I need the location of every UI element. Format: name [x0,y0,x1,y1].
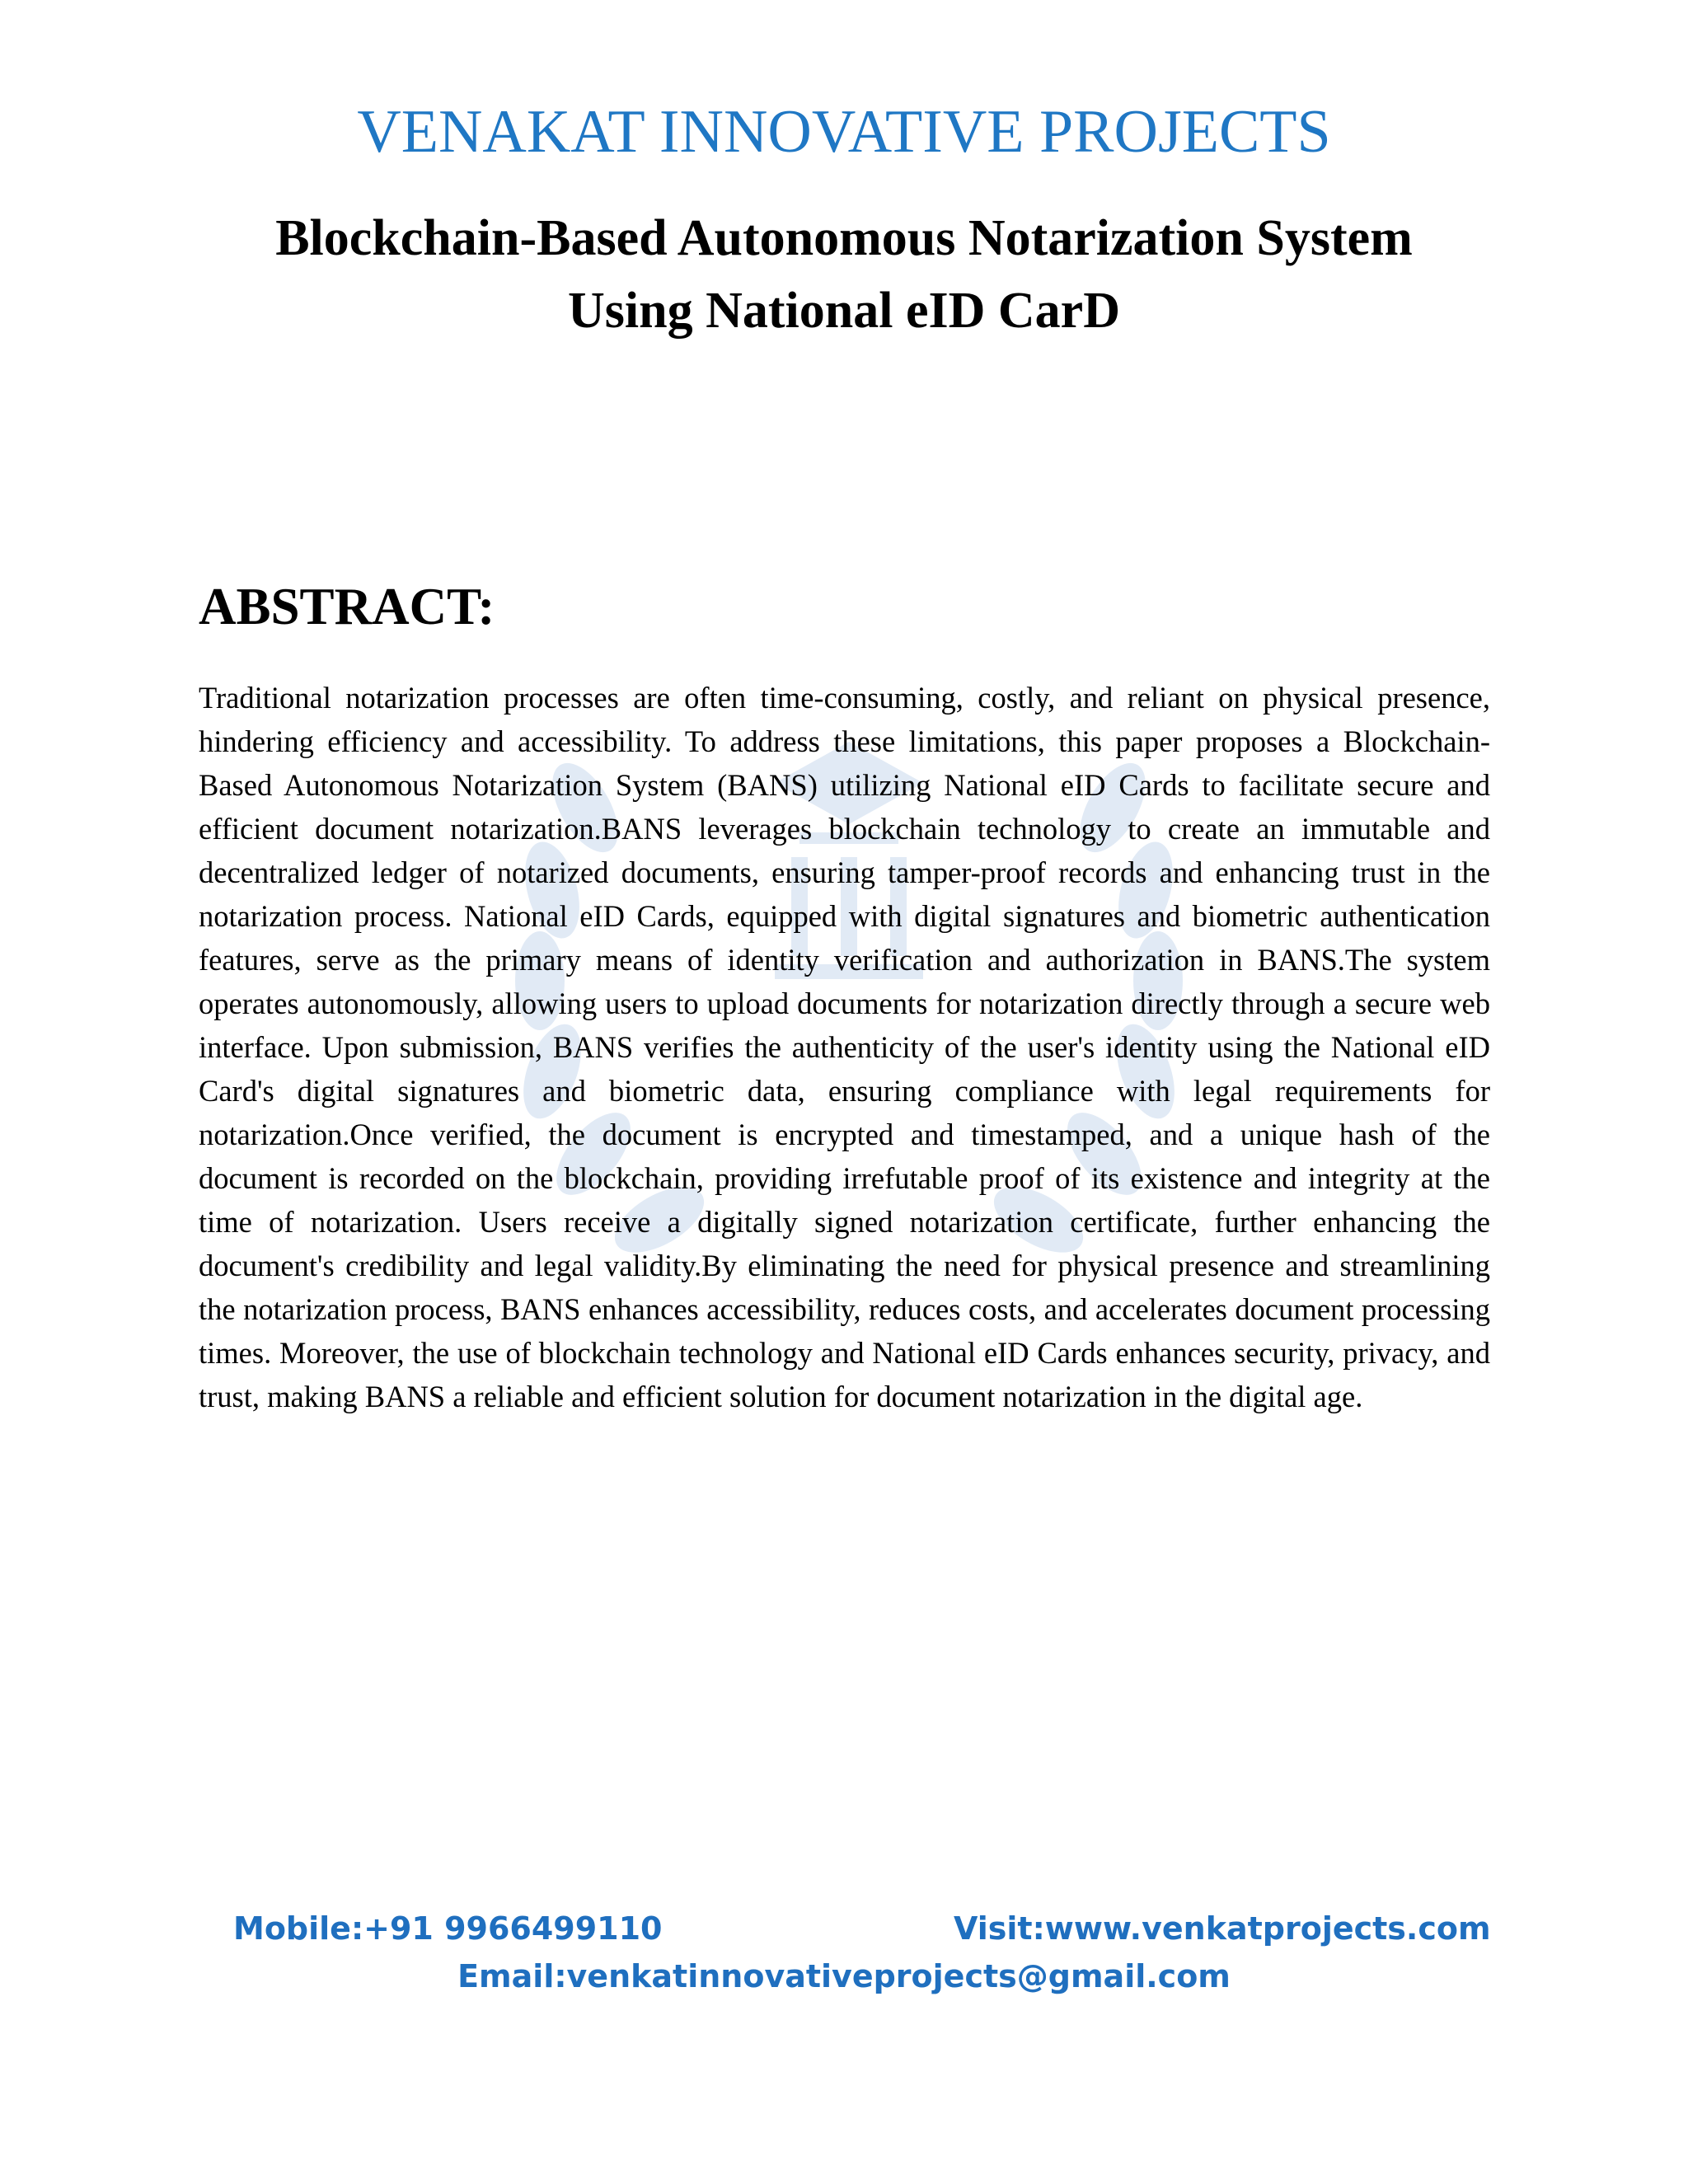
abstract-heading: ABSTRACT: [199,578,495,635]
abstract-body: Traditional notarization processes are often time-consuming, costly, and reliant on physical presence, hindering efficiency and accessibility. To address these limitations, this paper proposes a Blockchain-Based Autonomous Notarization System (BANS) utilizing National eID Cards to facilitate secure and efficient document notarization.BANS leverages blockchain technology to create an immutable and decentralized ledger of notarized documents, ensuring tamper-proof records and enhancing trust in the notarization process. National eID Cards, equipped with digital signatures and biometric authentication features, serve as the primary means of identity verification and authorization in BANS.The system operates autonomously, allowing users to upload documents for notarization directly through a secure web interface. Upon submission, BANS verifies the authenticity of the user's identity using the National eID Card's digital signatures and biometric data, ensuring compliance with legal requirements for notarization.Once verified, the document is encrypted and timestamped, and a unique hash of the document is recorded on the blockchain, providing irrefutable proof of its existence and integrity at the time of notarization. Users receive a digitally signed notarization certificate, further enhancing the document's credibility and legal validity.By eliminating the need for physical presence and streamlining the notarization process, BANS enhances accessibility, reduces costs, and accelerates document processing times. Moreover, the use of blockchain technology and National eID Cards enhances security, privacy, and trust, making BANS a reliable and efficient solution for document notarization in the digital age. [199,681,1490,1413]
email-link[interactable]: Email:venkatinnovativeprojects@gmail.com [457,1958,1231,1994]
title-line-2: Using National eID CarD [568,283,1120,339]
mobile-number: Mobile:+91 9966499110 [233,1910,663,1947]
website-link[interactable]: Visit:www.venkatprojects.com [954,1910,1491,1947]
title-line-1: Blockchain-Based Autonomous Notarization System [275,210,1413,266]
company-name: VENAKAT INNOVATIVE PROJECTS [357,98,1331,166]
page-title [148,202,1540,347]
